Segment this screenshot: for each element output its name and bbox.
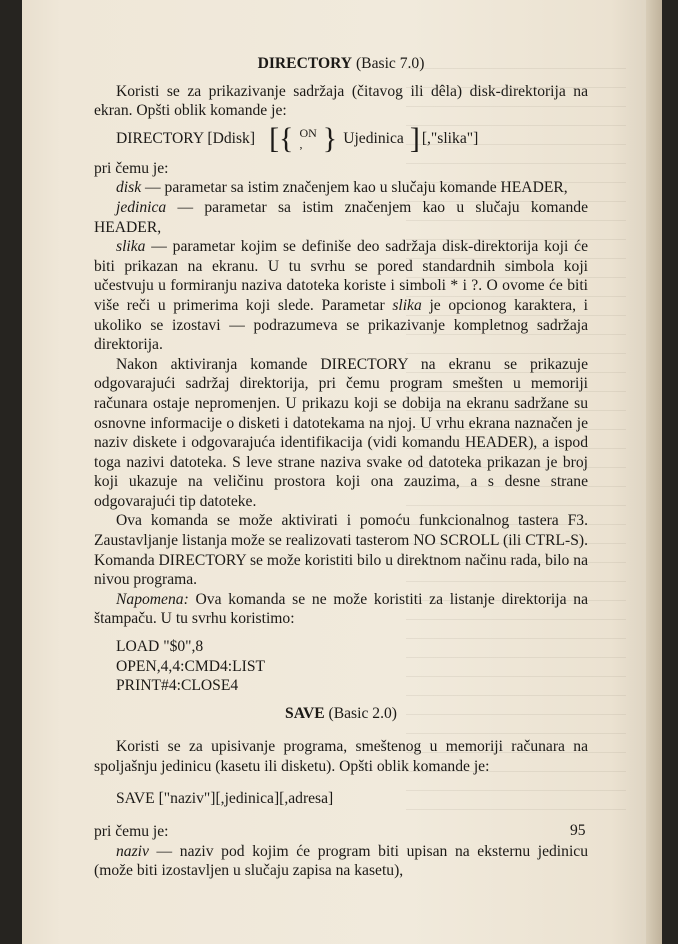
syntax-unit: Ujedinica bbox=[343, 129, 404, 147]
code-line: OPEN,4,4:CMD4:LIST bbox=[116, 657, 266, 675]
syntax-brace-right: } bbox=[322, 121, 338, 155]
syntax-on-label: ON bbox=[299, 125, 317, 140]
directory-remark bbox=[94, 590, 588, 629]
save-syntax: SAVE ["naziv"][,jedinica][,adresa] bbox=[116, 789, 334, 807]
param-image-text-a: — parametar kojim se definiše deo sadržaja disk-direktorija koji će biti prikazan na ekranu. U tu svrhu se pored standardnih simbola koji učestvuju u formiranju naziva datoteka koriste i simboli * i ?. O ovome će biti više reči u primerima koji slede. Parametar bbox=[94, 238, 588, 314]
param-image-term: slika bbox=[116, 238, 146, 256]
param-image-term2: slika bbox=[392, 296, 422, 314]
param-image-text-b: je opcionog karaktera, i ukoliko se izostavi — podrazumeva se prikazivanje kompletnog sadržaja direktorija. bbox=[94, 296, 588, 354]
param-name bbox=[94, 842, 588, 881]
book-page bbox=[22, 0, 662, 944]
remark-text: Ova komanda se ne može koristiti za listanje direktorija na štampaču. U tu svrhu koristimo: bbox=[94, 590, 588, 628]
directory-heading bbox=[94, 54, 588, 74]
save-heading-keyword: SAVE bbox=[285, 704, 325, 722]
param-unit-text: — parametar sa istim značenjem kao u slučaju komande HEADER, bbox=[94, 198, 588, 236]
syntax-bracket-close: ] bbox=[409, 121, 420, 155]
save-intro: Koristi se za upisivanje programa, smeštenog u memoriji računara na spoljašnju jedinicu (kasetu ili disketu). Opšti oblik komande je: bbox=[94, 738, 588, 775]
directory-description: Nakon aktiviranja komande DIRECTORY na ekranu se prikazuje odgovarajući sadržaj direktorija, pri čemu program smešten u memoriji računara ostaje nepromenjen. U prikazu koji se dobija na ekranu sadržane su osnovne informacije o disketi i datotekama na njoj. U vrhu ekrana naznačen je naziv diskete i odgovarajuća identifikacija (vidi komandu HEADER), a ispod toga nazivi datoteka. S leve strane naziva svake od datoteka prikazan je broj koji ukazuje na veličinu prostora koji ona zauzima, a s desne strane odgovarajući tip datoteke. bbox=[94, 355, 588, 510]
directory-where: pri čemu je: bbox=[94, 159, 169, 177]
syntax-head: DIRECTORY [Ddisk] bbox=[116, 129, 256, 147]
save-where: pri čemu je: bbox=[94, 823, 169, 841]
directory-heading-version: (Basic 7.0) bbox=[355, 55, 425, 72]
param-disk-term: disk bbox=[116, 179, 142, 197]
save-heading-version: (Basic 2.0) bbox=[328, 704, 397, 722]
directory-f3-note: Ova komanda se može aktivirati i pomoću funkcionalnog tastera F3. Zaustavljanje listanja može se realizovati tasterom NO SCROLL (ili CTRL-S). Komanda DIRECTORY se može koristiti bilo u direktnom načinu rada, bilo na nivou programa. bbox=[94, 512, 588, 589]
code-block bbox=[116, 637, 588, 696]
param-unit bbox=[94, 198, 588, 237]
page-edge bbox=[646, 0, 662, 944]
syntax-image-option: [,"slika"] bbox=[421, 129, 479, 147]
code-line: LOAD "$0",8 bbox=[116, 638, 204, 656]
save-heading bbox=[94, 704, 588, 724]
syntax-on-option bbox=[299, 125, 317, 151]
syntax-bracket-left: [{ bbox=[269, 121, 294, 155]
param-name-term: naziv bbox=[116, 842, 149, 860]
param-disk-text: — parametar sa istim značenjem kao u slučaju komande HEADER, bbox=[141, 179, 568, 197]
syntax-on-alt: , bbox=[299, 136, 303, 151]
param-disk bbox=[94, 178, 588, 198]
param-image bbox=[94, 237, 588, 355]
param-name-text: — naziv pod kojim će program biti upisan na eksternu jedinicu (može biti izostavljen u slučaju zapisa na kasetu), bbox=[94, 842, 588, 880]
directory-intro: Koristi se za prikazivanje sadržaja (čitavog ili dêla) disk-direktorija na ekran. Opšti oblik komande je: bbox=[94, 82, 588, 120]
page-number: 95 bbox=[570, 822, 586, 839]
param-unit-term: jedinica bbox=[116, 198, 167, 216]
remark-label: Napomena: bbox=[116, 590, 189, 608]
page-body bbox=[94, 50, 588, 881]
code-line: PRINT#4:CLOSE4 bbox=[116, 677, 239, 695]
directory-heading-keyword: DIRECTORY bbox=[257, 55, 353, 72]
directory-syntax bbox=[94, 121, 588, 155]
